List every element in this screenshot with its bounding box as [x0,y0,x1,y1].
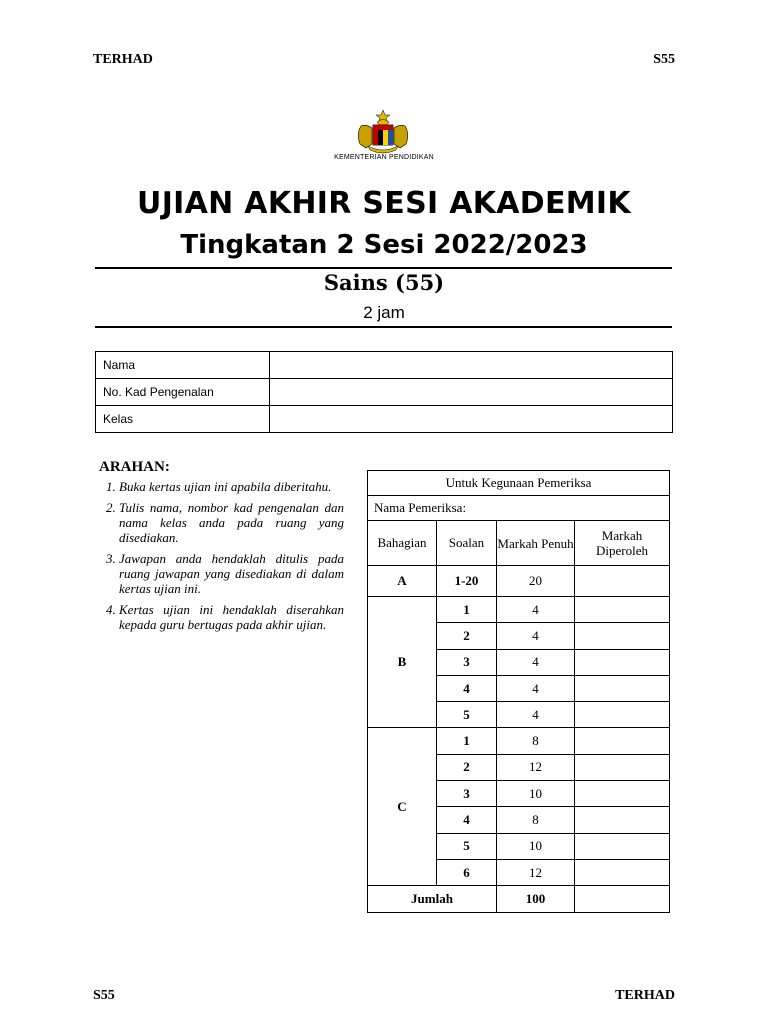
question-number: 5 [437,702,497,728]
question-number: 5 [437,833,497,859]
full-marks-cell: 4 [497,597,575,623]
info-label: Nama [96,352,270,379]
obtained-marks-cell[interactable] [575,702,670,728]
obtained-marks-cell[interactable] [575,566,670,597]
exam-duration: 2 jam [363,303,405,322]
instruction-item: 4. Kertas ujian ini hendaklah diserahkan kepada guru bertugas pada akhir ujian. [119,602,344,632]
full-marks-cell: 10 [497,833,575,859]
exam-subtitle: Tingkatan 2 Sesi 2022/2023 [180,230,588,260]
full-marks-cell: 20 [497,566,575,597]
header-code: S55 [653,52,675,67]
instruction-item: 3. Jawapan anda hendaklah ditulis pada ruang jawapan yang disediakan di dalam kertas ujian ini. [119,551,344,596]
question-number: 3 [437,781,497,807]
obtained-marks-cell[interactable] [575,649,670,675]
section-c-label: C [368,728,437,886]
question-number: 1-20 [437,566,497,597]
question-number: 3 [437,649,497,675]
info-row-class [96,406,673,433]
question-number: 4 [437,807,497,833]
question-number: 6 [437,859,497,885]
obtained-marks-cell[interactable] [575,675,670,701]
obtained-marks-cell[interactable] [575,807,670,833]
coat-of-arms-logo [346,108,420,154]
exam-title: UJIAN AKHIR SESI AKADEMIK [137,186,631,221]
obtained-marks-cell[interactable] [575,597,670,623]
question-number: 2 [437,623,497,649]
full-marks-cell: 10 [497,781,575,807]
footer-code: S55 [93,988,115,1003]
full-marks-cell: 12 [497,754,575,780]
full-marks-cell: 4 [497,623,575,649]
divider-bottom [95,326,672,328]
question-number: 4 [437,675,497,701]
info-label: No. Kad Pengenalan [96,379,270,406]
class-field[interactable] [270,406,673,433]
col-header-question: Soalan [437,521,497,566]
section-a-label: A [368,566,437,597]
footer-classification: TERHAD [615,988,675,1003]
question-number: 1 [437,728,497,754]
full-marks-cell: 8 [497,728,575,754]
full-marks-cell: 4 [497,702,575,728]
question-number: 1 [437,597,497,623]
obtained-marks-cell[interactable] [575,833,670,859]
total-full-marks: 100 [497,886,575,912]
obtained-marks-cell[interactable] [575,781,670,807]
full-marks-cell: 4 [497,649,575,675]
info-row-name [96,352,673,379]
ministry-caption: KEMENTERIAN PENDIDIKAN [334,154,434,161]
full-marks-cell: 4 [497,675,575,701]
instructions-list [99,479,344,632]
examiner-table-title: Untuk Kegunaan Pemeriksa [368,471,670,496]
total-label: Jumlah [368,886,497,912]
info-label: Kelas [96,406,270,433]
instructions-heading: ARAHAN: [99,459,170,475]
examiner-name-label[interactable]: Nama Pemeriksa: [368,496,670,521]
header-classification: TERHAD [93,52,153,67]
obtained-marks-cell[interactable] [575,623,670,649]
examiner-table [367,470,670,913]
divider-top [95,267,672,269]
col-header-full-marks: Markah Penuh [497,521,575,566]
ic-number-field[interactable] [270,379,673,406]
student-info-table [95,351,673,433]
instructions [99,459,344,638]
col-header-section: Bahagian [368,521,437,566]
instruction-item: 1. Buka kertas ujian ini apabila diberitahu. [119,479,344,494]
obtained-marks-cell[interactable] [575,859,670,885]
full-marks-cell: 12 [497,859,575,885]
info-row-ic [96,379,673,406]
section-b-label: B [368,597,437,728]
question-number: 2 [437,754,497,780]
subject-title: Sains (55) [323,270,445,295]
obtained-marks-cell[interactable] [575,754,670,780]
total-obtained-marks[interactable] [575,886,670,912]
full-marks-cell: 8 [497,807,575,833]
col-header-obtained-marks: Markah Diperoleh [575,521,670,566]
instruction-item: 2. Tulis nama, nombor kad pengenalan dan nama kelas anda pada ruang yang disediakan. [119,500,344,545]
obtained-marks-cell[interactable] [575,728,670,754]
name-field[interactable] [270,352,673,379]
